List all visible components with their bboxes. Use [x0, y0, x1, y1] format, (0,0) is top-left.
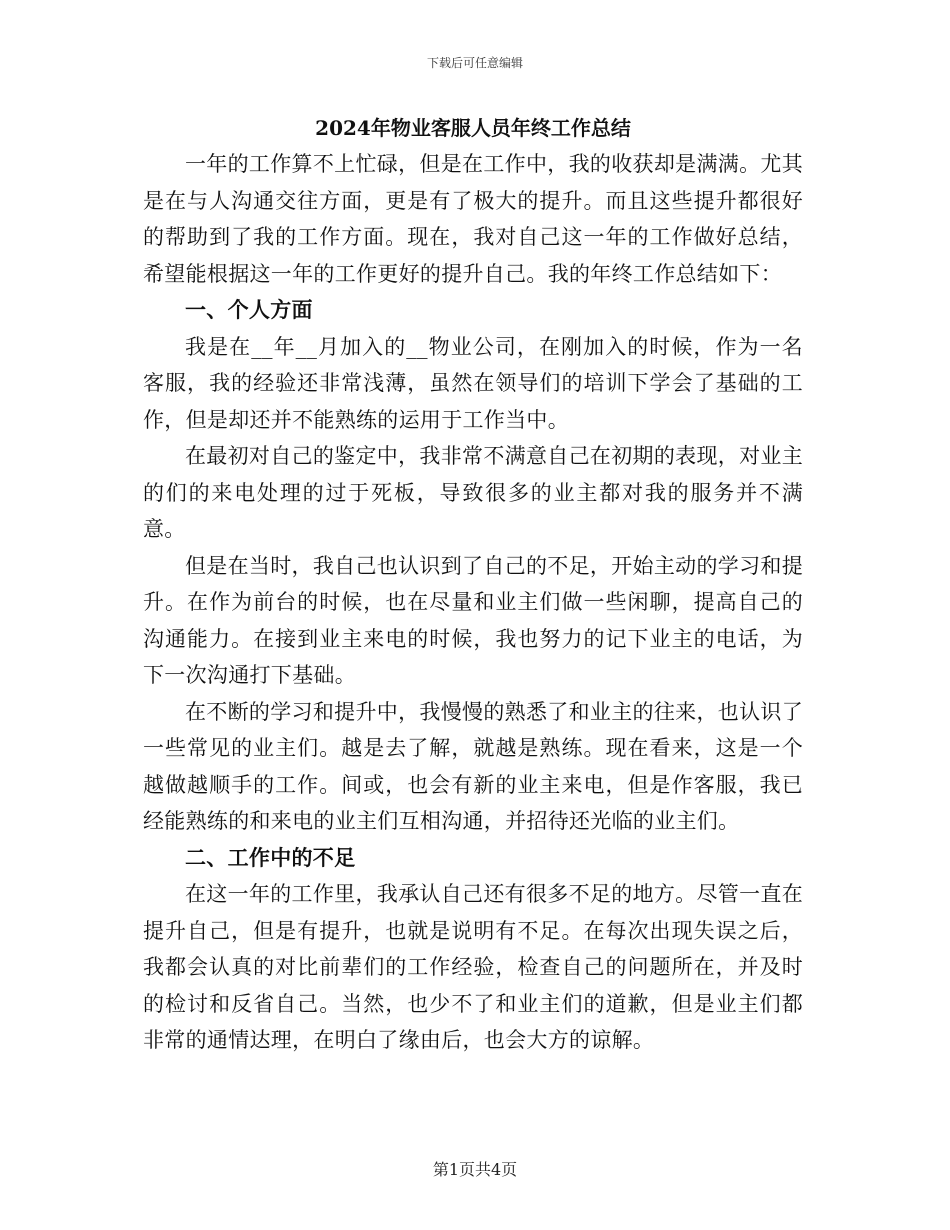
- paragraph-joining: 我是在__年__月加入的__物业公司，在刚加入的时候，作为一名客服，我的经验还非常浅薄，虽然在领导们的培训下学会了基础的工作，但是却还并不能熟练的运用于工作当中。: [143, 334, 803, 432]
- paragraph-familiarity: 在不断的学习和提升中，我慢慢的熟悉了和业主的往来，也认识了一些常见的业主们。越是去了解，就越是熟练。现在看来，这是一个越做越顺手的工作。间或，也会有新的业主来电，但是作客服，我已经能熟练的和来电的业主们互相沟通，并招待还光临的业主们。: [143, 699, 803, 833]
- document-title: 2024年物业客服人员年终工作总结: [315, 116, 631, 140]
- paragraph-improvement: 但是在当时，我自己也认识到了自己的不足，开始主动的学习和提升。在作为前台的时候，也在尽量和业主们做一些闲聊，提高自己的沟通能力。在接到业主来电的时候，我也努力的记下业主的电话，为下一次沟通打下基础。: [143, 553, 803, 687]
- header-note: 下载后可任意编辑: [426, 56, 523, 70]
- document-body: [143, 112, 803, 1059]
- section-heading-shortcomings: 二、工作中的不足: [185, 844, 356, 870]
- paragraph-self-assessment: 在最初对自己的鉴定中，我非常不满意自己在初期的表现，对业主的们的来电处理的过于死板，导致很多的业主都对我的服务并不满意。: [143, 444, 803, 541]
- section-heading-personal: 一、个人方面: [185, 297, 313, 322]
- page-number: 第1页共4页: [432, 1160, 518, 1179]
- paragraph-shortcomings: 在这一年的工作里，我承认自己还有很多不足的地方。尽管一直在提升自己，但是有提升，也就是说明有不足。在每次出现失误之后，我都会认真的对比前辈们的工作经验，检查自己的问题所在，并及时的检讨和反省自己。当然，也少不了和业主们的道歉，但是业主们都非常的通情达理，在明白了缘由后，也会大方的谅解。: [143, 882, 803, 1052]
- paragraph-intro: 一年的工作算不上忙碌，但是在工作中，我的收获却是满满。尤其是在与人沟通交往方面，更是有了极大的提升。而且这些提升都很好的帮助到了我的工作方面。现在，我对自己这一年的工作做好总结，希望能根据这一年的工作更好的提升自己。我的年终工作总结如下：: [143, 152, 803, 286]
